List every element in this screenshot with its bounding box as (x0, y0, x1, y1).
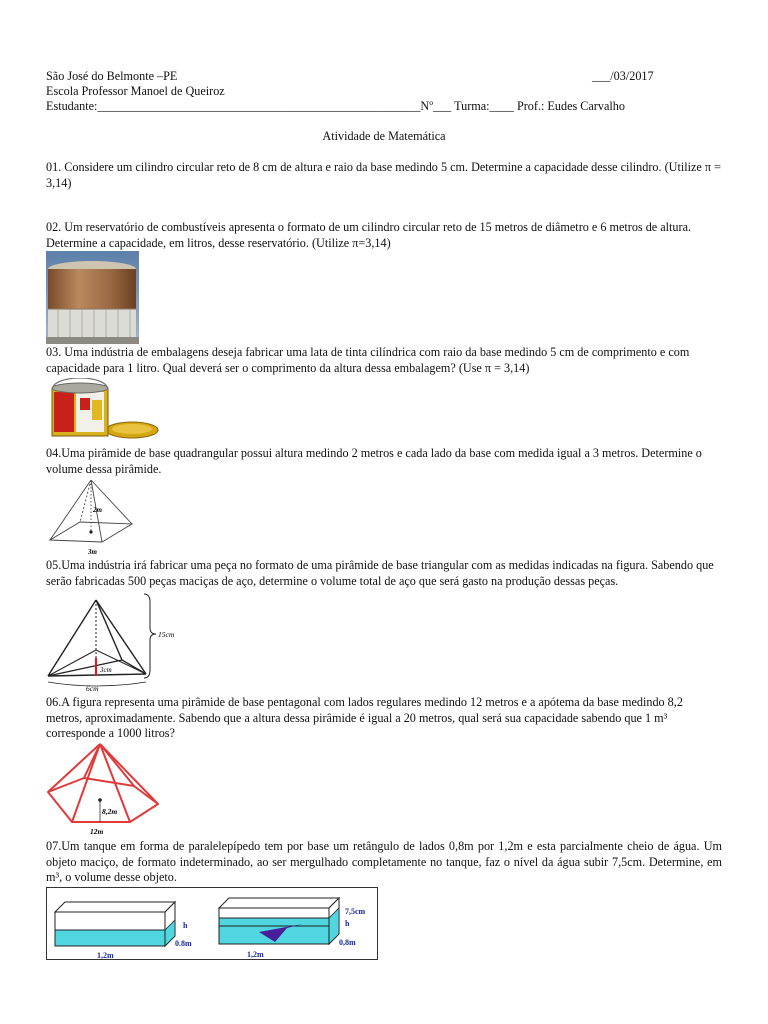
pentagon-apothem-label: 8,2m (102, 807, 118, 816)
pentagonal-pyramid-figure (46, 742, 162, 836)
tank2-depth-label: 0,8m (339, 938, 356, 947)
question-01: 01. Considere um cilindro circular reto de 8 cm de altura e raio da base medindo 5 cm. Determine a capacidade desse cilindro. (Utilize π = 3,14) (46, 160, 721, 190)
question-03: 03. Uma indústria de embalagens deseja fabricar uma lata de tinta cilíndrica com raio da base medindo 5 cm de comprimento e com capacidade para 1 litro. Qual deverá ser o comprimento da altura dessa embalagem? (Use π = 3,14) (46, 345, 690, 375)
page-title: Atividade de Matemática (322, 129, 446, 143)
triangle-inner-label: 3cm (100, 666, 112, 674)
triangular-pyramid-figure (46, 592, 216, 692)
tank2-width-label: 1,2m (247, 950, 264, 959)
question-04: 04.Uma pirâmide de base quadrangular possui altura medindo 2 metros e cada lado da base com medida igual a 3 metros. Determine o volume dessa pirâmide. (46, 446, 702, 476)
triangle-base-label: 6cm (86, 684, 99, 692)
question-05: 05.Uma indústria irá fabricar uma peça no formato de uma pirâmide de base triangular com as medidas indicadas na figura. Sabendo que serão fabricadas 500 peças maciças de aço, determine o volume total de aço que será gasto na produção dessas peças. (46, 558, 714, 588)
header-city: São José do Belmonte –PE (46, 69, 178, 83)
square-pyramid-figure (46, 478, 136, 558)
triangle-height-label: 15cm (158, 630, 175, 639)
paint-can-image (46, 378, 166, 442)
pyramid-base-label: 3m (88, 548, 97, 556)
tank2-rise-label: 7,5cm (345, 907, 366, 916)
question-06: 06.A figura representa uma pirâmide de base pentagonal com lados regulares medindo 12 metros e a apótema da base medindo 8,2 metros, aproximadamente. Sabendo que a altura dessa pirâmide é igual a 20 metros, qual será sua capacidade sabendo que 1 m³ corresponde a 1000 litros? (46, 695, 683, 740)
pyramid-height-label: 2m (93, 506, 102, 514)
question-07: 07.Um tanque em forma de paralelepípedo tem por base um retângulo de lados 0,8m por 1,2m e esta parcialmente cheio de água. Um objeto maciço, de formato indeterminado, ao ser mergulhado completamente no tanque, faz o nível da água subir 7,5cm. Determine, em m³, o volume desse objeto. (46, 839, 722, 884)
header-school: Escola Professor Manoel de Queiroz (46, 84, 225, 98)
tank2-h-label: h (345, 919, 350, 928)
question-02: 02. Um reservatório de combustíveis apresenta o formato de um cilindro circular reto de 15 metros de diâmetro e 6 metros de altura. Determine a capacidade, em litros, desse reservatório. (Utilize π=3,14) (46, 220, 692, 250)
tank1-width-label: 1,2m (97, 951, 114, 959)
tanks-figure (46, 887, 378, 960)
header-date: ___/03/2017 (592, 69, 654, 83)
header-student-line: Estudante:_____________________________________________________Nº___ Turma:____ Prof.: Eudes Carvalho (46, 99, 625, 113)
fuel-tank-image (46, 251, 139, 344)
tank1-depth-label: 0.8m (175, 939, 192, 948)
tank1-h-label: h (183, 921, 188, 930)
pentagon-side-label: 12m (90, 827, 104, 836)
